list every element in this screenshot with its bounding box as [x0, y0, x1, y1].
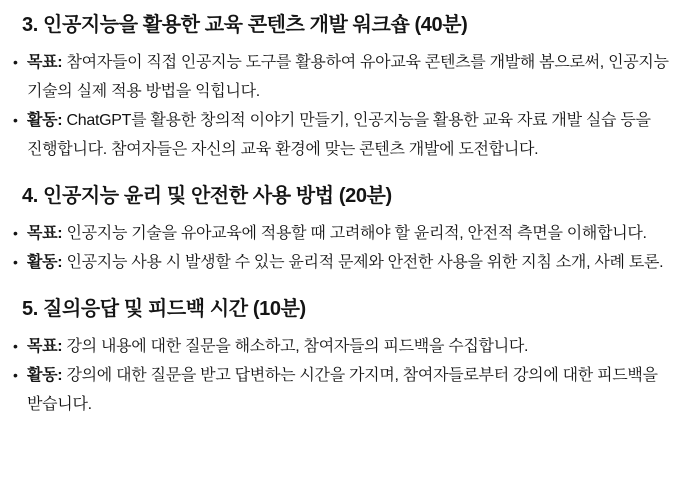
bullet-body: 참여자들이 직접 인공지능 도구를 활용하여 유아교육 콘텐츠를 개발해 봄으로써, 인공지능 기술의 실제 적용 방법을 익힙니다. — [27, 54, 669, 100]
bullet-list — [13, 332, 669, 419]
section-workshop — [13, 13, 669, 164]
section-ethics — [13, 184, 669, 277]
list-item — [13, 106, 669, 164]
list-item-text — [27, 332, 669, 361]
bullet-list — [13, 219, 669, 277]
bullet-label: 목표: — [27, 338, 63, 355]
list-item-text — [27, 48, 669, 106]
list-item-text — [27, 106, 669, 164]
section-heading: 5. 질의응답 및 피드백 시간 (10분) — [22, 298, 306, 320]
bullet-label: 목표: — [27, 54, 63, 71]
section-heading: 4. 인공지능 윤리 및 안전한 사용 방법 (20분) — [22, 185, 392, 207]
bullet-label: 활동: — [27, 112, 63, 129]
list-item — [13, 248, 669, 277]
bullet-icon: • — [13, 254, 18, 270]
list-item-text — [27, 219, 669, 248]
bullet-label: 활동: — [27, 254, 63, 271]
bullet-body: 강의 내용에 대한 질문을 해소하고, 참여자들의 피드백을 수집합니다. — [62, 338, 529, 355]
bullet-label: 활동: — [27, 367, 63, 384]
list-item-text — [27, 361, 669, 419]
bullet-icon: • — [13, 367, 18, 383]
bullet-list — [13, 48, 669, 164]
bullet-body: ChatGPT를 활용한 창의적 이야기 만들기, 인공지능을 활용한 교육 자료 개발 실습 등을 진행합니다. 참여자들은 자신의 교육 환경에 맞는 콘텐츠 개발에 도전합니다. — [27, 112, 651, 158]
list-item — [13, 48, 669, 106]
list-item-text — [27, 248, 669, 277]
bullet-label: 목표: — [27, 225, 63, 242]
bullet-icon: • — [13, 54, 18, 70]
bullet-body: 인공지능 사용 시 발생할 수 있는 윤리적 문제와 안전한 사용을 위한 지침 소개, 사례 토론. — [62, 254, 664, 271]
bullet-icon: • — [13, 338, 18, 354]
bullet-body: 강의에 대한 질문을 받고 답변하는 시간을 가지며, 참여자들로부터 강의에 대한 피드백을 받습니다. — [27, 367, 658, 413]
list-item — [13, 332, 669, 361]
bullet-icon: • — [13, 112, 18, 128]
section-qna — [13, 297, 669, 419]
section-heading: 3. 인공지능을 활용한 교육 콘텐츠 개발 워크숍 (40분) — [22, 14, 468, 36]
list-item — [13, 219, 669, 248]
bullet-body: 인공지능 기술을 유아교육에 적용할 때 고려해야 할 윤리적, 안전적 측면을 이해합니다. — [62, 225, 647, 242]
list-item — [13, 361, 669, 419]
bullet-icon: • — [13, 225, 18, 241]
